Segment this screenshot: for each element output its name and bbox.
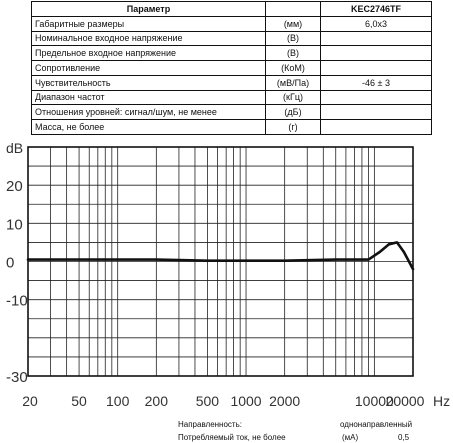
x-tick-label: 20	[22, 393, 38, 409]
unit-cell: (мВ/Па)	[266, 75, 321, 90]
footer-value: 0,5	[398, 433, 410, 442]
x-tick-label: 1000	[230, 393, 262, 409]
footer-label: Направленность:	[178, 420, 242, 429]
x-tick-label: 20000	[385, 393, 425, 409]
x-tick-label: 2000	[269, 393, 301, 409]
table-row	[32, 61, 432, 76]
param-cell: Отношения уровней: сигнал/шум, не менее	[32, 105, 266, 120]
param-cell: Чувствительность	[32, 75, 266, 90]
y-tick-label: 10	[6, 216, 23, 234]
table-row	[32, 16, 432, 31]
footer-label: Потребляемый ток, не более	[178, 433, 286, 442]
value-cell	[321, 105, 432, 120]
x-tick-label: 500	[195, 393, 220, 409]
unit-cell: (В)	[266, 31, 321, 46]
spec-table-header	[32, 2, 432, 17]
param-cell: Сопротивление	[32, 61, 266, 76]
param-cell: Диапазон частот	[32, 90, 266, 105]
param-cell: Масса, не более	[32, 120, 266, 135]
param-cell: Габаритные размеры	[32, 16, 266, 31]
value-cell	[321, 31, 432, 46]
y-axis-label: dB	[6, 140, 24, 156]
value-cell	[321, 120, 432, 135]
spec-table	[31, 1, 432, 135]
unit-cell: (г)	[266, 120, 321, 135]
x-tick-label: 10000	[354, 393, 394, 409]
value-cell	[321, 61, 432, 76]
unit-cell: (кГц)	[266, 90, 321, 105]
value-cell	[321, 90, 432, 105]
value-cell: -46 ± 3	[321, 75, 432, 90]
y-tick-label: 0	[6, 254, 15, 272]
value-cell: 6,0x3	[321, 16, 432, 31]
y-tick-label: -30	[6, 369, 28, 386]
x-tick-label: 200	[144, 393, 169, 409]
unit-cell: (КоМ)	[266, 61, 321, 76]
unit-cell: (мм)	[266, 16, 321, 31]
value-cell	[321, 46, 432, 61]
x-tick-label: 50	[71, 393, 87, 409]
unit-cell: (дБ)	[266, 105, 321, 120]
table-row	[32, 90, 432, 105]
footer-value: однонаправленный	[340, 420, 413, 429]
table-row	[32, 75, 432, 90]
table-row	[32, 105, 432, 120]
x-axis-unit-label: Hz	[433, 393, 451, 409]
header-value: KEC2746TF	[321, 2, 432, 17]
header-unit	[266, 2, 321, 17]
param-cell: Предельное входное напряжение	[32, 46, 266, 61]
footer-unit: (мА)	[342, 433, 359, 442]
header-param: Параметр	[32, 2, 266, 17]
unit-cell: (В)	[266, 46, 321, 61]
table-row	[32, 46, 432, 61]
table-row	[32, 120, 432, 135]
y-tick-label: -10	[6, 292, 28, 310]
frequency-response-chart	[0, 138, 453, 410]
param-cell: Номинальное входное напряжение	[32, 31, 266, 46]
y-tick-label: 20	[6, 178, 23, 196]
table-row	[32, 31, 432, 46]
x-tick-label: 100	[106, 393, 130, 409]
